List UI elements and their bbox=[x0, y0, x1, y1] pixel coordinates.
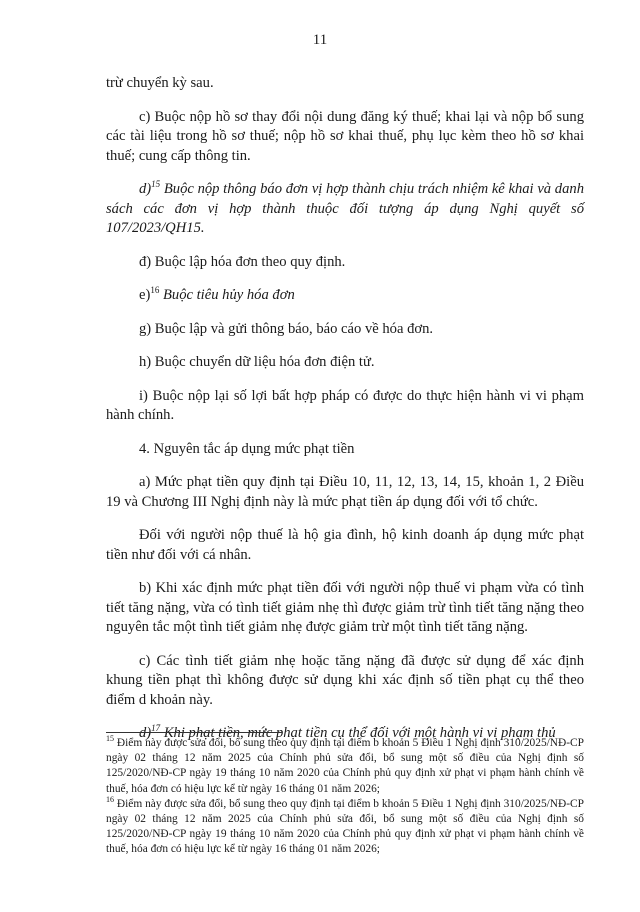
paragraph: g) Buộc lập và gửi thông báo, báo cáo về hóa đơn. bbox=[139, 320, 434, 337]
paragraph-text: Buộc tiêu hủy hóa đơn bbox=[159, 287, 295, 303]
footnote-divider bbox=[106, 732, 282, 733]
paragraph: i) Buộc nộp lại số lợi bất hợp pháp có được do thực hiện hành vi vi phạm hành chính. bbox=[106, 387, 584, 423]
paragraph: h) Buộc chuyển dữ liệu hóa đơn điện tử. bbox=[139, 354, 375, 370]
paragraph: b) Khi xác định mức phạt tiền đối với người nộp thuế vi phạm vừa có tình tiết tăng nặng, vừa có tình tiết giảm nhẹ thì được giảm trừ tình tiết tăng nặng theo nguyên tắc một tình tiết giảm nhẹ được giảm trừ một tình tiết tăng nặng. bbox=[106, 580, 584, 635]
paragraph: trừ chuyển kỳ sau. bbox=[106, 75, 214, 91]
paragraph bbox=[106, 286, 584, 306]
footnote-number: 16 bbox=[106, 795, 114, 805]
footnotes bbox=[106, 736, 584, 858]
footnote-ref[interactable]: 16 bbox=[150, 285, 160, 296]
footnote-number: 15 bbox=[106, 734, 114, 744]
paragraph-text: Buộc nộp thông báo đơn vị hợp thành chịu trách nhiệm kê khai và danh sách các đơn vị hợp thành thuộc đối tượng áp dụng Nghị quyết số 107/2023/QH15. bbox=[106, 181, 584, 236]
paragraph-text: Khi phạt tiền, mức phạt tiền cụ thể đối với một hành vi vi phạm thủ bbox=[160, 725, 556, 741]
paragraph: c) Buộc nộp hồ sơ thay đổi nội dung đăng ký thuế; khai lại và nộp bổ sung các tài liệu trong hồ sơ thuế; nộp hồ sơ khai thuế, phụ lục kèm theo hồ sơ khai thuế; cung cấp thông tin. bbox=[106, 108, 584, 164]
footnote-text: Điểm này được sửa đổi, bổ sung theo quy định tại điểm b khoản 5 Điều 1 Nghị định 310/2025/NĐ-CP ngày 02 tháng 12 năm 2025 của Chính phủ sửa đổi, bổ sung một số điều của Nghị định số 125/2020/NĐ-CP ngày 19 tháng 10 năm 2020 của Chính phủ quy định xử phạt vi phạm hành chính về thuế, hóa đơn có hiệu lực kể từ ngày 16 tháng 01 năm 2026; bbox=[106, 797, 584, 856]
footnote bbox=[106, 797, 584, 858]
item-label: e) bbox=[139, 287, 151, 303]
paragraph: Đối với người nộp thuế là hộ gia đình, hộ kinh doanh áp dụng mức phạt tiền như đối với cá nhân. bbox=[106, 527, 584, 563]
footnote-ref[interactable]: 17 bbox=[151, 723, 161, 734]
item-label: d) bbox=[139, 181, 152, 197]
section-heading: 4. Nguyên tắc áp dụng mức phạt tiền bbox=[139, 440, 355, 457]
page-number: 11 bbox=[312, 32, 328, 48]
body-text bbox=[106, 74, 584, 758]
paragraph: đ) Buộc lập hóa đơn theo quy định. bbox=[139, 253, 346, 270]
paragraph: c) Các tình tiết giảm nhẹ hoặc tăng nặng đã được sử dụng để xác định khung tiền phạt thì không được sử dụng khi xác định số tiền phạt cụ thể theo điểm d khoản này. bbox=[106, 652, 584, 708]
item-label: d) bbox=[139, 725, 152, 741]
footnote bbox=[106, 736, 584, 797]
paragraph: a) Mức phạt tiền quy định tại Điều 10, 11, 12, 13, 14, 15, khoản 1, 2 Điều 19 và Chương III Nghị định này là mức phạt tiền áp dụng đối với tổ chức. bbox=[106, 474, 584, 510]
footnote-ref[interactable]: 15 bbox=[151, 179, 161, 190]
paragraph bbox=[106, 180, 584, 239]
footnote-text: Điểm này được sửa đổi, bổ sung theo quy định tại điểm b khoản 5 Điều 1 Nghị định 310/2025/NĐ-CP ngày 02 tháng 12 năm 2025 của Chính phủ sửa đổi, bổ sung một số điều của Nghị định số 125/2020/NĐ-CP ngày 19 tháng 10 năm 2020 của Chính phủ quy định xử phạt vi phạm hành chính về thuế, hóa đơn có hiệu lực kể từ ngày 16 tháng 01 năm 2026; bbox=[106, 737, 584, 795]
